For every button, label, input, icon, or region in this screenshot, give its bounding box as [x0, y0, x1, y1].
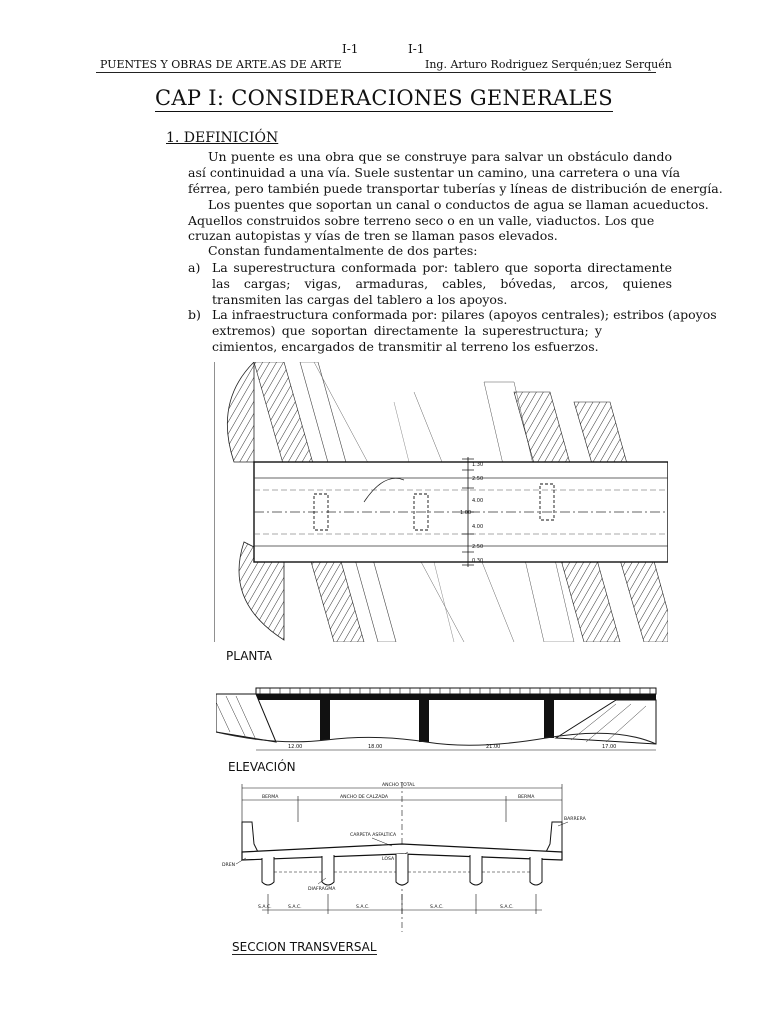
- elevation-span-dim: 12.00: [288, 744, 303, 750]
- paragraph-line: Los puentes que soportan un canal o conductos de agua se llaman acueductos.: [208, 197, 709, 212]
- elevation-span-dim: 18.00: [368, 744, 383, 750]
- list-item-line: La superestructura conformada por: tablero que soporta directamente: [212, 260, 672, 275]
- page-number-right: I-1: [408, 42, 425, 56]
- plan-drawing: [214, 362, 668, 642]
- list-item-line: La infraestructura conformada por: pilares (apoyos centrales); estribos (apoyos: [212, 307, 717, 322]
- list-item-line: transmiten las cargas del tablero a los apoyos.: [212, 292, 508, 307]
- elevation-label: ELEVACIÓN: [228, 760, 296, 774]
- elevation-span-dim: 17.00: [602, 744, 617, 750]
- list-item-line: las cargas; vigas, armaduras, cables, bóvedas, arcos, quienes: [212, 276, 672, 291]
- plan-label: PLANTA: [226, 649, 272, 663]
- section-spacing-dim: S.A.C.: [356, 905, 370, 910]
- page-number-left: I-1: [342, 42, 359, 56]
- section-diaphragm: DIAFRAGMA: [308, 887, 336, 892]
- section-barrier: BARRERA: [564, 817, 586, 822]
- section-spacing-dim: S.A.C.: [258, 905, 272, 910]
- paragraph-line: Un puente es una obra que se construye para salvar un obstáculo dando: [208, 149, 672, 164]
- header-rule: [96, 72, 656, 73]
- plan-dim: 4.00: [472, 524, 484, 530]
- header-author: Ing. Arturo Rodriguez Serquén;uez Serquén: [425, 58, 672, 71]
- section-label: SECCION TRANSVERSAL: [232, 940, 377, 954]
- elevation-span-dim: 21.00: [486, 744, 501, 750]
- section-spacing-dim: S.A.C.: [288, 905, 302, 910]
- list-marker: a): [188, 260, 201, 275]
- header-course: PUENTES Y OBRAS DE ARTE.AS DE ARTE: [100, 58, 342, 71]
- section-spacing-dim: S.A.C.: [430, 905, 444, 910]
- list-marker: b): [188, 307, 201, 322]
- list-item-line: cimientos, encargados de transmitir al terreno los esfuerzos.: [212, 339, 599, 354]
- paragraph-line: férrea, pero también puede transportar tuberías y líneas de distribución de energía.: [188, 181, 723, 196]
- section-overall-label: ANCHO TOTAL: [382, 783, 415, 788]
- section-berma-left: BERMA: [262, 795, 279, 800]
- plan-dim: 2.50: [472, 476, 484, 482]
- cross-section-drawing: [222, 782, 604, 932]
- section-title: 1. DEFINICIÓN: [166, 130, 279, 146]
- list-item-line: extremos) que soportan directamente la superestructura; y: [212, 323, 602, 338]
- section-spacing-dim: S.A.C.: [500, 905, 514, 910]
- plan-dim: 0.30: [472, 558, 484, 564]
- plan-dim: 2.50: [472, 544, 484, 550]
- paragraph-line: así continuidad a una vía. Suele sustentar un camino, una carretera o una vía: [188, 165, 681, 180]
- paragraph-line: Aquellos construidos sobre terreno seco o en un valle, viaductos. Los que: [188, 213, 655, 228]
- plan-dim: 1.30: [472, 462, 484, 468]
- section-berma-right: BERMA: [518, 795, 535, 800]
- section-drain: DREN: [222, 863, 236, 868]
- paragraph-line: Constan fundamentalmente de dos partes:: [208, 243, 478, 258]
- section-road-width: ANCHO DE CALZADA: [340, 795, 389, 800]
- chapter-title: CAP I: CONSIDERACIONES GENERALES: [155, 86, 613, 110]
- plan-dim: 1.00: [460, 510, 472, 516]
- elevation-drawing: [216, 682, 666, 760]
- section-slab: LOSA: [382, 857, 395, 862]
- plan-dim: 4.00: [472, 498, 484, 504]
- section-asphalt: CARPETA ASFALTICA: [350, 833, 397, 838]
- paragraph-line: cruzan autopistas y vías de tren se llaman pasos elevados.: [188, 228, 558, 243]
